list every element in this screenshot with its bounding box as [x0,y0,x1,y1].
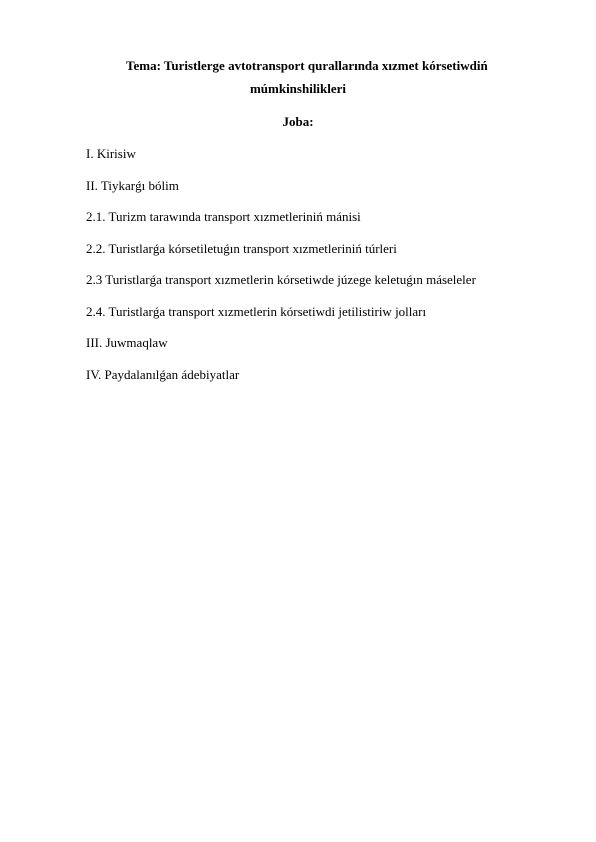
toc-item-2-2: 2.2. Turistlarǵa kórsetiletuǵın transport xızmetleriniń túrleri [86,240,397,256]
toc-item-conclusion: III. Juwmaqlaw [86,335,168,350]
toc-item-2-3: 2.3 Turistlarǵa transport xızmetlerin kórsetiwde júzege keletuǵın máseleler [86,272,476,287]
toc-item-references: IV. Paydalanılǵan ádebiyatlar [86,366,240,382]
toc-item-introduction: I. Kirisiw [86,146,136,161]
table-of-contents [86,146,476,398]
toc-item-2-1: 2.1. Turizm tarawında transport xızmetleriniń mánisi [86,209,361,224]
toc-item-2-4: 2.4. Turistlarǵa transport xızmetlerin kórsetiwdi jetilistiriw jolları [86,303,427,319]
plan-heading: Joba: [282,114,314,129]
document-title-line-1: Tema: Turistlerge avtotransport qurallarında xızmet kórsetiwdiń [126,58,488,73]
toc-item-main-part: II. Tiykarǵı bólim [86,177,179,193]
document-title-line-2: múmkinshilikleri [249,81,347,96]
